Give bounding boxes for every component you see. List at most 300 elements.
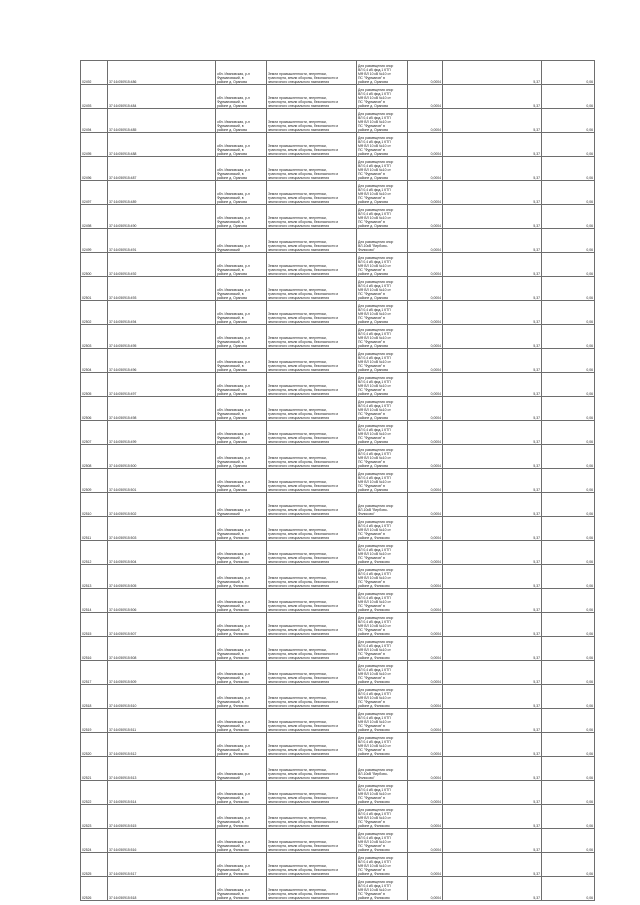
cadastral-number-cell: 37:16:050915:492 bbox=[108, 253, 216, 277]
value-a-cell: 5,37 bbox=[443, 613, 542, 637]
permitted-use-cell: Для размещения опор ВЛ 0,4 кВ фид.1 КТП МФ ВЛ 10 кВ №10 от ПС "Фурманов" в районе д. Филисово bbox=[357, 805, 408, 829]
value-a-cell: 5,37 bbox=[443, 493, 542, 517]
address-cell: обл. Ивановская, р-н Фурмановский, в районе д. Оранова bbox=[216, 277, 267, 301]
parcel-id-cell: 02498 bbox=[81, 205, 108, 229]
table-row bbox=[81, 805, 595, 829]
value-a-cell: 5,37 bbox=[443, 565, 542, 589]
value-b-cell: 0,06 bbox=[542, 421, 595, 445]
area-value-cell: 0,0004 bbox=[408, 565, 443, 589]
area-value-cell: 0,0004 bbox=[408, 589, 443, 613]
value-a-cell: 5,37 bbox=[443, 85, 542, 109]
land-category-cell: Земли промышленности, энергетики, транспорта, земли обороны, безопасности и земли иного специального назначения bbox=[267, 61, 357, 85]
cadastral-number-cell: 37:16:050915:499 bbox=[108, 421, 216, 445]
value-b-cell: 0,06 bbox=[542, 853, 595, 877]
cadastral-number-cell: 37:16:050915:518 bbox=[108, 877, 216, 901]
area-value-cell: 0,0004 bbox=[408, 253, 443, 277]
address-cell: обл. Ивановская, р-н Фурмановский, в районе д. Филисово bbox=[216, 877, 267, 901]
value-b-cell: 0,06 bbox=[542, 253, 595, 277]
area-value-cell: 0,0004 bbox=[408, 157, 443, 181]
address-cell: обл. Ивановская, р-н Фурмановский, в районе д. Оранова bbox=[216, 181, 267, 205]
table-row bbox=[81, 637, 595, 661]
table-row bbox=[81, 181, 595, 205]
area-value-cell: 0,0004 bbox=[408, 685, 443, 709]
land-category-cell: Земли промышленности, энергетики, транспорта, земли обороны, безопасности и земли иного специального назначения bbox=[267, 133, 357, 157]
cadastral-number-cell: 37:16:050915:501 bbox=[108, 469, 216, 493]
permitted-use-cell: Для размещения опор ВЛ 0,4 кВ фид.1 КТП МФ ВЛ 10 кВ №10 от ПС "Фурманов" в районе д. Филисово bbox=[357, 541, 408, 565]
permitted-use-cell: Для размещения опор ВЛ 0,4 кВ фид.1 КТП МФ ВЛ 10 кВ №10 от ПС "Фурманов" в районе д. Оранова bbox=[357, 157, 408, 181]
cadastral-number-cell: 37:16:050915:500 bbox=[108, 445, 216, 469]
table-row bbox=[81, 205, 595, 229]
area-value-cell: 0,0004 bbox=[408, 109, 443, 133]
land-category-cell: Земли промышленности, энергетики, транспорта, земли обороны, безопасности и земли иного специального назначения bbox=[267, 493, 357, 517]
table-row bbox=[81, 445, 595, 469]
address-cell: обл. Ивановская, р-н Фурмановский, в районе д. Филисово bbox=[216, 805, 267, 829]
permitted-use-cell: Для размещения опор ВЛ 0,4 кВ фид.1 КТП МФ ВЛ 10 кВ №10 от ПС "Фурманов" в районе д. Оранова bbox=[357, 181, 408, 205]
value-a-cell: 5,37 bbox=[443, 301, 542, 325]
permitted-use-cell: Для размещения опор ВЛ 0,4 кВ фид.1 КТП МФ ВЛ 10 кВ №10 от ПС "Фурманов" в районе д. Оранова bbox=[357, 445, 408, 469]
value-b-cell: 0,06 bbox=[542, 373, 595, 397]
parcel-id-cell: 02511 bbox=[81, 517, 108, 541]
address-cell: обл. Ивановская, р-н Фурмановский, в районе д. Филисово bbox=[216, 829, 267, 853]
area-value-cell: 0,0004 bbox=[408, 781, 443, 805]
land-category-cell: Земли промышленности, энергетики, транспорта, земли обороны, безопасности и земли иного специального назначения bbox=[267, 277, 357, 301]
permitted-use-cell: Для размещения опор ВЛ 0,4 кВ фид.1 КТП МФ ВЛ 10 кВ №10 от ПС "Фурманов" в районе д. Оранова bbox=[357, 301, 408, 325]
table-row bbox=[81, 277, 595, 301]
area-value-cell: 0,0004 bbox=[408, 877, 443, 901]
value-a-cell: 5,37 bbox=[443, 349, 542, 373]
parcel-id-cell: 02492 bbox=[81, 61, 108, 85]
table-row bbox=[81, 133, 595, 157]
area-value-cell: 0,0004 bbox=[408, 829, 443, 853]
value-a-cell: 5,37 bbox=[443, 397, 542, 421]
value-a-cell: 5,37 bbox=[443, 253, 542, 277]
value-a-cell: 5,37 bbox=[443, 589, 542, 613]
permitted-use-cell: Для размещения опор ВЛ 0,4 кВ фид.1 КТП МФ ВЛ 10 кВ №10 от ПС "Фурманов" в районе д. Оранова bbox=[357, 421, 408, 445]
address-cell: обл. Ивановская, р-н Фурмановский, в районе д. Оранова bbox=[216, 85, 267, 109]
land-category-cell: Земли промышленности, энергетики, транспорта, земли обороны, безопасности и земли иного специального назначения bbox=[267, 805, 357, 829]
area-value-cell: 0,0004 bbox=[408, 493, 443, 517]
cadastral-number-cell: 37:16:050915:505 bbox=[108, 565, 216, 589]
permitted-use-cell: Для размещения опор ВЛ 0,4 кВ фид.1 КТП МФ ВЛ 10 кВ №10 от ПС "Фурманов" в районе д. Филисово bbox=[357, 589, 408, 613]
cadastral-number-cell: 37:16:050915:485 bbox=[108, 109, 216, 133]
land-register-table bbox=[80, 60, 595, 901]
land-category-cell: Земли промышленности, энергетики, транспорта, земли обороны, безопасности и земли иного специального назначения bbox=[267, 565, 357, 589]
cadastral-number-cell: 37:16:050915:507 bbox=[108, 613, 216, 637]
permitted-use-cell: Для размещения опор ВЛ 0,4 кВ фид.1 КТП МФ ВЛ 10 кВ №10 от ПС "Фурманов" в районе д. Филисово bbox=[357, 517, 408, 541]
cadastral-number-cell: 37:16:050915:506 bbox=[108, 589, 216, 613]
area-value-cell: 0,0004 bbox=[408, 229, 443, 253]
permitted-use-cell: Для размещения опор ВЛ 0,4 кВ фид.1 КТП МФ ВЛ 10 кВ №10 от ПС "Фурманов" в районе д. Филисово bbox=[357, 877, 408, 901]
value-b-cell: 0,06 bbox=[542, 157, 595, 181]
parcel-id-cell: 02517 bbox=[81, 661, 108, 685]
parcel-id-cell: 02507 bbox=[81, 421, 108, 445]
land-category-cell: Земли промышленности, энергетики, транспорта, земли обороны, безопасности и земли иного специального назначения bbox=[267, 373, 357, 397]
land-category-cell: Земли промышленности, энергетики, транспорта, земли обороны, безопасности и земли иного специального назначения bbox=[267, 733, 357, 757]
permitted-use-cell: Для размещения опор ВЛ 0,4 кВ фид.1 КТП МФ ВЛ 10 кВ №10 от ПС "Фурманов" в районе д. Оранова bbox=[357, 205, 408, 229]
table-row bbox=[81, 685, 595, 709]
table-row bbox=[81, 157, 595, 181]
value-b-cell: 0,06 bbox=[542, 709, 595, 733]
value-a-cell: 5,37 bbox=[443, 733, 542, 757]
table-row bbox=[81, 757, 595, 781]
value-a-cell: 5,37 bbox=[443, 661, 542, 685]
value-b-cell: 0,06 bbox=[542, 613, 595, 637]
value-a-cell: 5,37 bbox=[443, 685, 542, 709]
area-value-cell: 0,0004 bbox=[408, 805, 443, 829]
value-b-cell: 0,06 bbox=[542, 349, 595, 373]
value-a-cell: 5,37 bbox=[443, 853, 542, 877]
cadastral-number-cell: 37:16:050915:497 bbox=[108, 373, 216, 397]
area-value-cell: 0,0004 bbox=[408, 709, 443, 733]
value-a-cell: 5,37 bbox=[443, 781, 542, 805]
address-cell: обл. Ивановская, р-н Фурмановский, в районе д. Филисово bbox=[216, 781, 267, 805]
parcel-id-cell: 02509 bbox=[81, 469, 108, 493]
table-row bbox=[81, 85, 595, 109]
value-b-cell: 0,06 bbox=[542, 565, 595, 589]
table-row bbox=[81, 853, 595, 877]
parcel-id-cell: 02523 bbox=[81, 805, 108, 829]
value-b-cell: 0,06 bbox=[542, 685, 595, 709]
cadastral-number-cell: 37:16:050915:513 bbox=[108, 757, 216, 781]
area-value-cell: 0,0004 bbox=[408, 133, 443, 157]
value-a-cell: 5,37 bbox=[443, 517, 542, 541]
value-a-cell: 5,37 bbox=[443, 229, 542, 253]
table-row bbox=[81, 613, 595, 637]
permitted-use-cell: Для размещения опор ВЛ 0,4 кВ фид.1 КТП МФ ВЛ 10 кВ №10 от ПС "Фурманов" в районе д. Оранова bbox=[357, 349, 408, 373]
value-b-cell: 0,06 bbox=[542, 493, 595, 517]
value-b-cell: 0,06 bbox=[542, 517, 595, 541]
value-a-cell: 5,37 bbox=[443, 877, 542, 901]
land-category-cell: Земли промышленности, энергетики, транспорта, земли обороны, безопасности и земли иного специального назначения bbox=[267, 829, 357, 853]
land-category-cell: Земли промышленности, энергетики, транспорта, земли обороны, безопасности и земли иного специального назначения bbox=[267, 445, 357, 469]
address-cell: обл. Ивановская, р-н Фурмановский, в районе д. Оранова bbox=[216, 61, 267, 85]
area-value-cell: 0,0004 bbox=[408, 349, 443, 373]
address-cell: обл. Ивановская, р-н Фурмановский bbox=[216, 493, 267, 517]
value-b-cell: 0,06 bbox=[542, 181, 595, 205]
land-category-cell: Земли промышленности, энергетики, транспорта, земли обороны, безопасности и земли иного специального назначения bbox=[267, 325, 357, 349]
value-a-cell: 5,37 bbox=[443, 541, 542, 565]
address-cell: обл. Ивановская, р-н Фурмановский, в районе д. Филисово bbox=[216, 613, 267, 637]
permitted-use-cell: Для размещения опор ВЛ 0,4 кВ фид.1 КТП МФ ВЛ 10 кВ №10 от ПС "Фурманов" в районе д. Филисово bbox=[357, 829, 408, 853]
cadastral-number-cell: 37:16:050915:514 bbox=[108, 781, 216, 805]
parcel-id-cell: 02512 bbox=[81, 541, 108, 565]
table-row bbox=[81, 589, 595, 613]
permitted-use-cell: Для размещения опор ВЛ 0,4 кВ фид.1 КТП МФ ВЛ 10 кВ №10 от ПС "Фурманов" в районе д. Оранова bbox=[357, 253, 408, 277]
value-b-cell: 0,06 bbox=[542, 61, 595, 85]
table-row bbox=[81, 565, 595, 589]
area-value-cell: 0,0004 bbox=[408, 541, 443, 565]
value-b-cell: 0,06 bbox=[542, 589, 595, 613]
value-a-cell: 5,37 bbox=[443, 709, 542, 733]
value-b-cell: 0,06 bbox=[542, 541, 595, 565]
permitted-use-cell: Для размещения опор ВЛ 0,4 кВ фид.1 КТП МФ ВЛ 10 кВ №10 от ПС "Фурманов" в районе д. Филисово bbox=[357, 613, 408, 637]
value-b-cell: 0,06 bbox=[542, 85, 595, 109]
land-category-cell: Земли промышленности, энергетики, транспорта, земли обороны, безопасности и земли иного специального назначения bbox=[267, 205, 357, 229]
parcel-id-cell: 02526 bbox=[81, 877, 108, 901]
parcel-id-cell: 02522 bbox=[81, 781, 108, 805]
land-category-cell: Земли промышленности, энергетики, транспорта, земли обороны, безопасности и земли иного специального назначения bbox=[267, 781, 357, 805]
address-cell: обл. Ивановская, р-н Фурмановский, в районе д. Филисово bbox=[216, 589, 267, 613]
parcel-id-cell: 02500 bbox=[81, 253, 108, 277]
land-category-cell: Земли промышленности, энергетики, транспорта, земли обороны, безопасности и земли иного специального назначения bbox=[267, 397, 357, 421]
cadastral-number-cell: 37:16:050915:491 bbox=[108, 229, 216, 253]
parcel-id-cell: 02513 bbox=[81, 565, 108, 589]
parcel-id-cell: 02516 bbox=[81, 637, 108, 661]
address-cell: обл. Ивановская, р-н Фурмановский, в районе д. Филисово bbox=[216, 661, 267, 685]
permitted-use-cell: Для размещения опор ВЛ 0,4 кВ фид.1 КТП МФ ВЛ 10 кВ №10 от ПС "Фурманов" в районе д. Филисово bbox=[357, 853, 408, 877]
area-value-cell: 0,0004 bbox=[408, 85, 443, 109]
address-cell: обл. Ивановская, р-н Фурмановский, в районе д. Оранова bbox=[216, 301, 267, 325]
address-cell: обл. Ивановская, р-н Фурмановский, в районе д. Оранова bbox=[216, 373, 267, 397]
area-value-cell: 0,0004 bbox=[408, 733, 443, 757]
land-category-cell: Земли промышленности, энергетики, транспорта, земли обороны, безопасности и земли иного специального назначения bbox=[267, 613, 357, 637]
cadastral-number-cell: 37:16:050915:503 bbox=[108, 517, 216, 541]
value-a-cell: 5,37 bbox=[443, 445, 542, 469]
parcel-id-cell: 02506 bbox=[81, 397, 108, 421]
cadastral-number-cell: 37:16:050915:516 bbox=[108, 829, 216, 853]
permitted-use-cell: Для размещения опор ВЛ 0,4 кВ фид.1 КТП МФ ВЛ 10 кВ №10 от ПС "Фурманов" в районе д. Филисово bbox=[357, 733, 408, 757]
area-value-cell: 0,0004 bbox=[408, 181, 443, 205]
parcel-id-cell: 02525 bbox=[81, 853, 108, 877]
address-cell: обл. Ивановская, р-н Фурмановский, в районе д. Оранова bbox=[216, 157, 267, 181]
parcel-id-cell: 02510 bbox=[81, 493, 108, 517]
permitted-use-cell: Для размещения опор ВЛ 0,4 кВ фид.1 КТП МФ ВЛ 10 кВ №10 от ПС "Фурманов" в районе д. Филисово bbox=[357, 565, 408, 589]
land-category-cell: Земли промышленности, энергетики, транспорта, земли обороны, безопасности и земли иного специального назначения bbox=[267, 253, 357, 277]
land-category-cell: Земли промышленности, энергетики, транспорта, земли обороны, безопасности и земли иного специального назначения bbox=[267, 877, 357, 901]
value-b-cell: 0,06 bbox=[542, 829, 595, 853]
parcel-id-cell: 02518 bbox=[81, 685, 108, 709]
address-cell: обл. Ивановская, р-н Фурмановский, в районе д. Оранова bbox=[216, 253, 267, 277]
value-b-cell: 0,06 bbox=[542, 877, 595, 901]
parcel-id-cell: 02503 bbox=[81, 325, 108, 349]
area-value-cell: 0,0004 bbox=[408, 757, 443, 781]
cadastral-number-cell: 37:16:050915:488 bbox=[108, 133, 216, 157]
land-category-cell: Земли промышленности, энергетики, транспорта, земли обороны, безопасности и земли иного специального назначения bbox=[267, 301, 357, 325]
permitted-use-cell: Для размещения опор ВЛ-10кВ "Вербово- Филисово" bbox=[357, 493, 408, 517]
area-value-cell: 0,0004 bbox=[408, 445, 443, 469]
area-value-cell: 0,0004 bbox=[408, 61, 443, 85]
table-row bbox=[81, 661, 595, 685]
permitted-use-cell: Для размещения опор ВЛ 0,4 кВ фид.1 КТП МФ ВЛ 10 кВ №10 от ПС "Фурманов" в районе д. Филисово bbox=[357, 637, 408, 661]
parcel-id-cell: 02508 bbox=[81, 445, 108, 469]
permitted-use-cell: Для размещения опор ВЛ 0,4 кВ фид.1 КТП МФ ВЛ 10 кВ №10 от ПС "Фурманов" в районе д. Оранова bbox=[357, 397, 408, 421]
land-category-cell: Земли промышленности, энергетики, транспорта, земли обороны, безопасности и земли иного специального назначения bbox=[267, 229, 357, 253]
area-value-cell: 0,0004 bbox=[408, 613, 443, 637]
cadastral-number-cell: 37:16:050915:508 bbox=[108, 637, 216, 661]
area-value-cell: 0,0004 bbox=[408, 517, 443, 541]
parcel-id-cell: 02499 bbox=[81, 229, 108, 253]
value-a-cell: 5,37 bbox=[443, 133, 542, 157]
table-row bbox=[81, 397, 595, 421]
value-a-cell: 5,37 bbox=[443, 277, 542, 301]
cadastral-number-cell: 37:16:050915:498 bbox=[108, 397, 216, 421]
value-b-cell: 0,06 bbox=[542, 469, 595, 493]
value-b-cell: 0,06 bbox=[542, 805, 595, 829]
value-b-cell: 0,06 bbox=[542, 445, 595, 469]
value-a-cell: 5,37 bbox=[443, 205, 542, 229]
value-b-cell: 0,06 bbox=[542, 205, 595, 229]
table-row bbox=[81, 109, 595, 133]
value-b-cell: 0,06 bbox=[542, 229, 595, 253]
cadastral-number-cell: 37:16:050915:490 bbox=[108, 205, 216, 229]
cadastral-number-cell: 37:16:050915:504 bbox=[108, 541, 216, 565]
address-cell: обл. Ивановская, р-н Фурмановский, в районе д. Оранова bbox=[216, 133, 267, 157]
permitted-use-cell: Для размещения опор ВЛ 0,4 кВ фид.1 КТП МФ ВЛ 10 кВ №10 от ПС "Фурманов" в районе д. Филисово bbox=[357, 685, 408, 709]
area-value-cell: 0,0004 bbox=[408, 301, 443, 325]
value-a-cell: 5,37 bbox=[443, 805, 542, 829]
parcel-id-cell: 02494 bbox=[81, 109, 108, 133]
parcel-id-cell: 02520 bbox=[81, 733, 108, 757]
address-cell: обл. Ивановская, р-н Фурмановский, в районе д. Филисово bbox=[216, 541, 267, 565]
parcel-id-cell: 02493 bbox=[81, 85, 108, 109]
address-cell: обл. Ивановская, р-н Фурмановский, в районе д. Филисово bbox=[216, 637, 267, 661]
permitted-use-cell: Для размещения опор ВЛ-10кВ "Вербово- Филисово" bbox=[357, 757, 408, 781]
parcel-id-cell: 02502 bbox=[81, 301, 108, 325]
address-cell: обл. Ивановская, р-н Фурмановский, в районе д. Оранова bbox=[216, 397, 267, 421]
land-category-cell: Земли промышленности, энергетики, транспорта, земли обороны, безопасности и земли иного специального назначения bbox=[267, 757, 357, 781]
table-row bbox=[81, 829, 595, 853]
parcel-id-cell: 02495 bbox=[81, 133, 108, 157]
land-category-cell: Земли промышленности, энергетики, транспорта, земли обороны, безопасности и земли иного специального назначения bbox=[267, 661, 357, 685]
cadastral-number-cell: 37:16:050915:517 bbox=[108, 853, 216, 877]
cadastral-number-cell: 37:16:050915:489 bbox=[108, 181, 216, 205]
cadastral-number-cell: 37:16:050915:495 bbox=[108, 325, 216, 349]
cadastral-number-cell: 37:16:050915:510 bbox=[108, 685, 216, 709]
value-b-cell: 0,06 bbox=[542, 781, 595, 805]
value-b-cell: 0,06 bbox=[542, 661, 595, 685]
value-a-cell: 5,37 bbox=[443, 61, 542, 85]
table-row bbox=[81, 253, 595, 277]
parcel-id-cell: 02501 bbox=[81, 277, 108, 301]
address-cell: обл. Ивановская, р-н Фурмановский, в районе д. Оранова bbox=[216, 109, 267, 133]
permitted-use-cell: Для размещения опор ВЛ 0,4 кВ фид.1 КТП МФ ВЛ 10 кВ №10 от ПС "Фурманов" в районе д. Оранова bbox=[357, 325, 408, 349]
permitted-use-cell: Для размещения опор ВЛ 0,4 кВ фид.1 КТП МФ ВЛ 10 кВ №10 от ПС "Фурманов" в районе д. Оранова bbox=[357, 61, 408, 85]
value-a-cell: 5,37 bbox=[443, 757, 542, 781]
value-a-cell: 5,37 bbox=[443, 637, 542, 661]
value-b-cell: 0,06 bbox=[542, 757, 595, 781]
permitted-use-cell: Для размещения опор ВЛ 0,4 кВ фид.1 КТП МФ ВЛ 10 кВ №10 от ПС "Фурманов" в районе д. Филисово bbox=[357, 709, 408, 733]
area-value-cell: 0,0004 bbox=[408, 277, 443, 301]
table-row bbox=[81, 733, 595, 757]
address-cell: обл. Ивановская, р-н Фурмановский, в районе д. Филисово bbox=[216, 565, 267, 589]
permitted-use-cell: Для размещения опор ВЛ 0,4 кВ фид.1 КТП МФ ВЛ 10 кВ №10 от ПС "Фурманов" в районе д. Филисово bbox=[357, 661, 408, 685]
table-row bbox=[81, 469, 595, 493]
table-row bbox=[81, 349, 595, 373]
parcel-id-cell: 02505 bbox=[81, 373, 108, 397]
cadastral-number-cell: 37:16:050915:509 bbox=[108, 661, 216, 685]
value-a-cell: 5,37 bbox=[443, 325, 542, 349]
table-row bbox=[81, 61, 595, 85]
value-b-cell: 0,06 bbox=[542, 397, 595, 421]
value-b-cell: 0,06 bbox=[542, 277, 595, 301]
address-cell: обл. Ивановская, р-н Фурмановский, в районе д. Оранова bbox=[216, 445, 267, 469]
land-category-cell: Земли промышленности, энергетики, транспорта, земли обороны, безопасности и земли иного специального назначения bbox=[267, 517, 357, 541]
parcel-id-cell: 02496 bbox=[81, 157, 108, 181]
permitted-use-cell: Для размещения опор ВЛ 0,4 кВ фид.1 КТП МФ ВЛ 10 кВ №10 от ПС "Фурманов" в районе д. Оранова bbox=[357, 373, 408, 397]
address-cell: обл. Ивановская, р-н Фурмановский, в районе д. Оранова bbox=[216, 421, 267, 445]
value-a-cell: 5,37 bbox=[443, 109, 542, 133]
area-value-cell: 0,0004 bbox=[408, 397, 443, 421]
area-value-cell: 0,0004 bbox=[408, 373, 443, 397]
cadastral-number-cell: 37:16:050915:484 bbox=[108, 85, 216, 109]
table-row bbox=[81, 229, 595, 253]
parcel-id-cell: 02504 bbox=[81, 349, 108, 373]
land-category-cell: Земли промышленности, энергетики, транспорта, земли обороны, безопасности и земли иного специального назначения bbox=[267, 589, 357, 613]
land-category-cell: Земли промышленности, энергетики, транспорта, земли обороны, безопасности и земли иного специального назначения bbox=[267, 109, 357, 133]
area-value-cell: 0,0004 bbox=[408, 469, 443, 493]
table-body bbox=[81, 61, 595, 901]
value-a-cell: 5,37 bbox=[443, 829, 542, 853]
area-value-cell: 0,0004 bbox=[408, 205, 443, 229]
cadastral-number-cell: 37:16:050915:494 bbox=[108, 301, 216, 325]
table-row bbox=[81, 301, 595, 325]
permitted-use-cell: Для размещения опор ВЛ 0,4 кВ фид.1 КТП МФ ВЛ 10 кВ №10 от ПС "Фурманов" в районе д. Оранова bbox=[357, 109, 408, 133]
value-a-cell: 5,37 bbox=[443, 181, 542, 205]
land-category-cell: Земли промышленности, энергетики, транспорта, земли обороны, безопасности и земли иного специального назначения bbox=[267, 853, 357, 877]
cadastral-number-cell: 37:16:050915:493 bbox=[108, 277, 216, 301]
address-cell: обл. Ивановская, р-н Фурмановский bbox=[216, 229, 267, 253]
value-b-cell: 0,06 bbox=[542, 637, 595, 661]
permitted-use-cell: Для размещения опор ВЛ 0,4 кВ фид.1 КТП МФ ВЛ 10 кВ №10 от ПС "Фурманов" в районе д. Филисово bbox=[357, 781, 408, 805]
table-row bbox=[81, 373, 595, 397]
address-cell: обл. Ивановская, р-н Фурмановский, в районе д. Филисово bbox=[216, 685, 267, 709]
cadastral-number-cell: 37:16:050915:487 bbox=[108, 157, 216, 181]
cadastral-number-cell: 37:16:050915:486 bbox=[108, 61, 216, 85]
parcel-id-cell: 02524 bbox=[81, 829, 108, 853]
area-value-cell: 0,0004 bbox=[408, 325, 443, 349]
land-category-cell: Земли промышленности, энергетики, транспорта, земли обороны, безопасности и земли иного специального назначения bbox=[267, 541, 357, 565]
table-row bbox=[81, 709, 595, 733]
table-row bbox=[81, 541, 595, 565]
table-row bbox=[81, 493, 595, 517]
cadastral-number-cell: 37:16:050915:515 bbox=[108, 805, 216, 829]
value-a-cell: 5,37 bbox=[443, 157, 542, 181]
land-category-cell: Земли промышленности, энергетики, транспорта, земли обороны, безопасности и земли иного специального назначения bbox=[267, 157, 357, 181]
address-cell: обл. Ивановская, р-н Фурмановский, в районе д. Филисово bbox=[216, 709, 267, 733]
land-category-cell: Земли промышленности, энергетики, транспорта, земли обороны, безопасности и земли иного специального назначения bbox=[267, 421, 357, 445]
value-a-cell: 5,37 bbox=[443, 469, 542, 493]
land-category-cell: Земли промышленности, энергетики, транспорта, земли обороны, безопасности и земли иного специального назначения bbox=[267, 469, 357, 493]
address-cell: обл. Ивановская, р-н Фурмановский, в районе д. Оранова bbox=[216, 325, 267, 349]
table-row bbox=[81, 421, 595, 445]
area-value-cell: 0,0004 bbox=[408, 637, 443, 661]
cadastral-number-cell: 37:16:050915:511 bbox=[108, 709, 216, 733]
address-cell: обл. Ивановская, р-н Фурмановский, в районе д. Филисово bbox=[216, 853, 267, 877]
permitted-use-cell: Для размещения опор ВЛ 0,4 кВ фид.1 КТП МФ ВЛ 10 кВ №10 от ПС "Фурманов" в районе д. Оранова bbox=[357, 469, 408, 493]
parcel-id-cell: 02515 bbox=[81, 613, 108, 637]
address-cell: обл. Ивановская, р-н Фурмановский bbox=[216, 757, 267, 781]
table-row bbox=[81, 325, 595, 349]
area-value-cell: 0,0004 bbox=[408, 661, 443, 685]
land-category-cell: Земли промышленности, энергетики, транспорта, земли обороны, безопасности и земли иного специального назначения bbox=[267, 181, 357, 205]
address-cell: обл. Ивановская, р-н Фурмановский, в районе д. Филисово bbox=[216, 517, 267, 541]
value-a-cell: 5,37 bbox=[443, 373, 542, 397]
area-value-cell: 0,0004 bbox=[408, 421, 443, 445]
cadastral-number-cell: 37:16:050915:512 bbox=[108, 733, 216, 757]
value-b-cell: 0,06 bbox=[542, 133, 595, 157]
parcel-id-cell: 02521 bbox=[81, 757, 108, 781]
address-cell: обл. Ивановская, р-н Фурмановский, в районе д. Оранова bbox=[216, 469, 267, 493]
value-b-cell: 0,06 bbox=[542, 301, 595, 325]
parcel-id-cell: 02497 bbox=[81, 181, 108, 205]
table-row bbox=[81, 877, 595, 901]
value-b-cell: 0,06 bbox=[542, 733, 595, 757]
permitted-use-cell: Для размещения опор ВЛ-10кВ "Вербово- Филисово" bbox=[357, 229, 408, 253]
land-category-cell: Земли промышленности, энергетики, транспорта, земли обороны, безопасности и земли иного специального назначения bbox=[267, 85, 357, 109]
value-b-cell: 0,06 bbox=[542, 109, 595, 133]
table-row bbox=[81, 781, 595, 805]
table-row bbox=[81, 517, 595, 541]
